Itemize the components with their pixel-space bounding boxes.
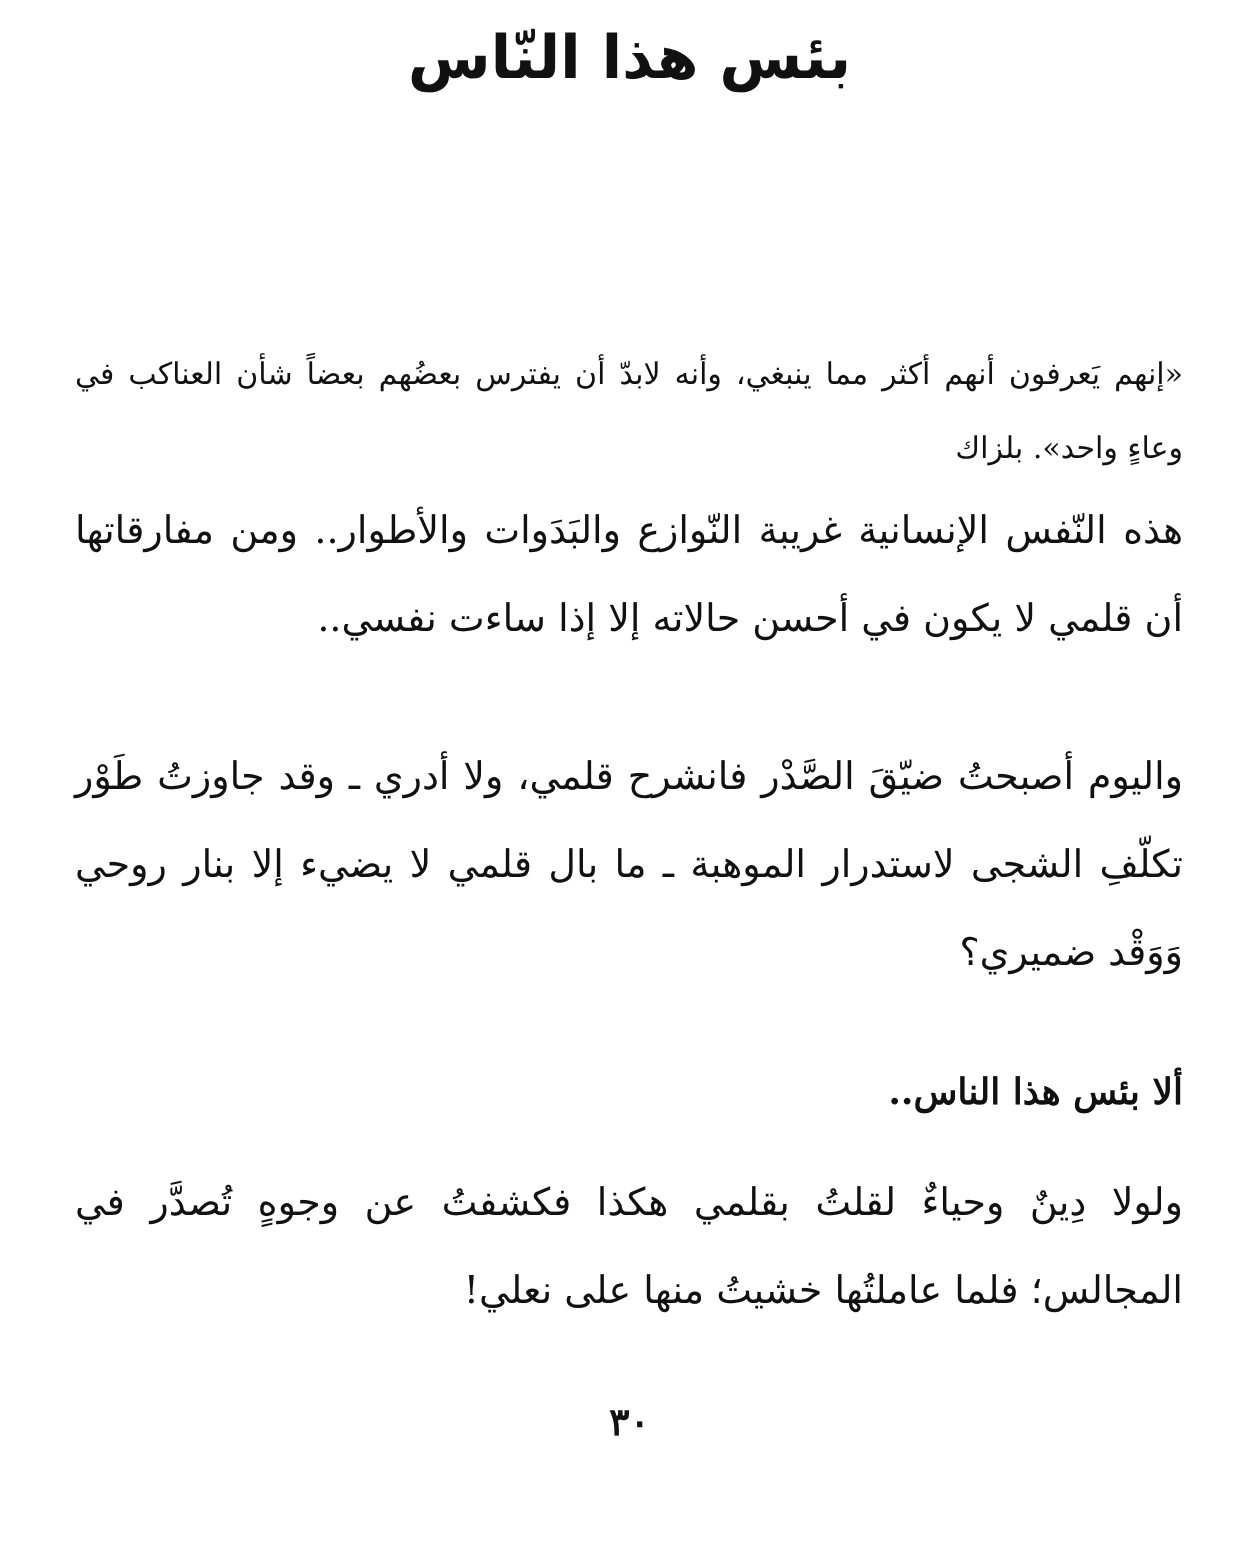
paragraph-1: هذه النّفس الإنسانية غريبة النّوازع والبَدَوات والأطوار.. ومن مفارقاتها أن قلمي لا يكون في أحسن حالاته إلا إذا ساءت نفسي..: [75, 508, 1183, 640]
epigraph-quote: «إنهم يَعرفون أنهم أكثر مما ينبغي، وأنه لابدّ أن يفترس بعضُهم بعضاً شأن العناكب في وعاءٍ واحد». بلزاك: [75, 357, 1183, 466]
chapter-title: بئس هذا النّاس: [407, 23, 852, 93]
paragraph-2: واليوم أصبحتُ ضيّقَ الصَّدْر فانشرح قلمي، ولا أدري ـ وقد جاوزتُ طَوْر تكلّفِ الشجى لاستدرار الموهبة ـ ما بال قلمي لا يضيء إلا بنار روحي وَوَقْد ضميري؟: [75, 754, 1183, 974]
paragraph-3: ألا بئس هذا الناس..: [888, 1071, 1183, 1113]
paragraph-4: ولولا دِينٌ وحياءٌ لقلتُ بقلمي هكذا فكشفتُ عن وجوهٍ تُصدَّر في المجالس؛ فلما عاملتُها خشيتُ منها على نعلي!: [75, 1180, 1183, 1312]
page-number: ٣٠: [609, 1399, 650, 1444]
